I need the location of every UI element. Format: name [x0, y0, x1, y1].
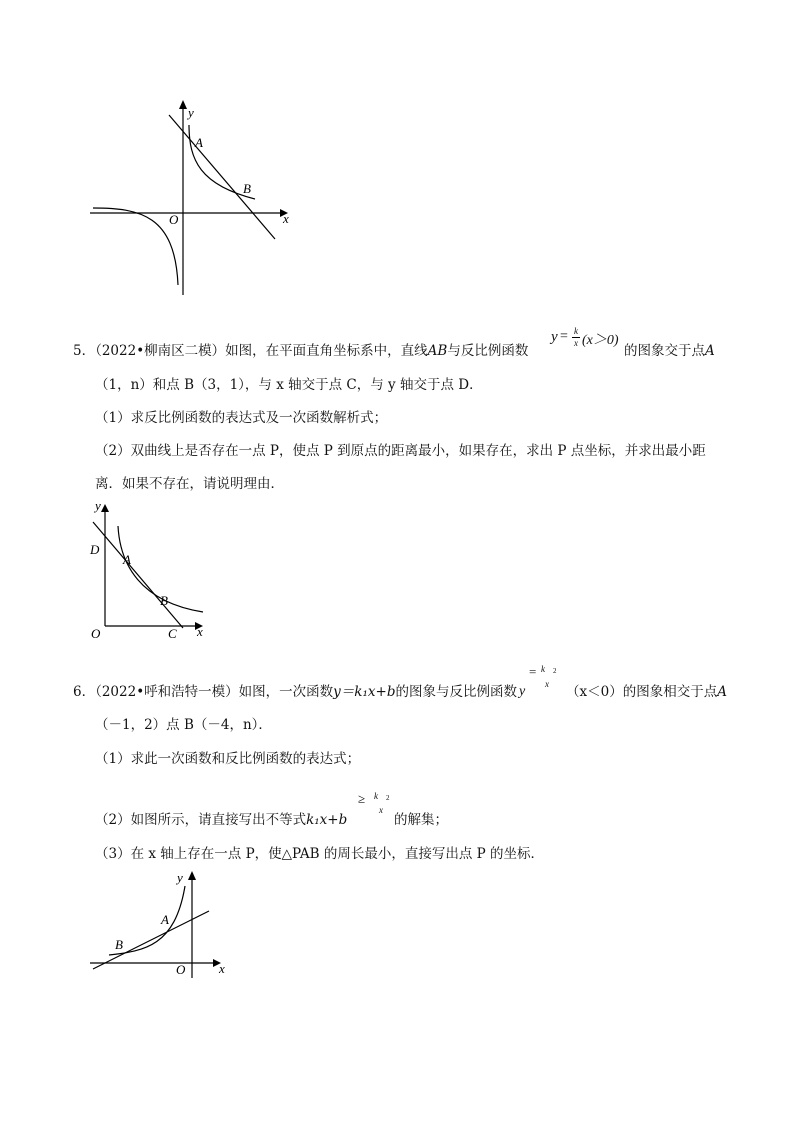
problem-6-question-3: （3）在 x 轴上存在一点 P，使△PAB 的周长最小，直接写出点 P 的坐标．: [95, 846, 545, 862]
problem-6-question-2: （2）如图所示，请直接写出不等式k₁x+b: [95, 812, 348, 828]
problem-5-question-2-line-1: （2）双曲线上是否存在一点 P，使点 P 到原点的距离最小，如果存在，求出 P 点坐标，并求出最小距: [95, 443, 706, 459]
problem-6-line-1: 6．（2022•呼和浩特一模）如图，一次函数y＝k₁x+b的图象与反比例函数: [73, 684, 517, 700]
problem-source: （2022•柳南区二模）: [95, 343, 226, 359]
problem-6-line-2: （－1，2）点 B（－4，n）．: [95, 717, 272, 733]
point-a-label: A: [161, 912, 169, 927]
point-b-label: B: [243, 181, 251, 196]
y-axis-label: y: [177, 870, 183, 885]
problem-5-line-1: 5．（2022•柳南区二模）如图，在平面直角坐标系中，直线AB与反比例函数: [73, 343, 529, 359]
point-a-label: A: [195, 135, 203, 150]
problem-5-question-2-line-2: 离．如果不存在，请说明理由．: [95, 476, 284, 492]
inverse-function-formula: y = k x (x＞0): [551, 326, 619, 348]
problem-6-question-2-end: 的解集；: [394, 812, 448, 828]
point-b-label: B: [160, 593, 168, 608]
figure-1-hyperbola-graph: [85, 95, 305, 305]
origin-label: O: [91, 626, 101, 641]
figure-6-graph: [85, 866, 235, 981]
problem-5-line-1-end: 的图象交于点A: [624, 343, 715, 359]
x-axis-label: x: [283, 211, 289, 226]
origin-label: O: [176, 962, 186, 977]
line-ab: [169, 115, 275, 239]
x-axis-label: x: [219, 961, 225, 976]
problem-number: 6．: [73, 684, 96, 700]
hyperbola-quadrant-3: [93, 208, 178, 285]
point-d-label: D: [90, 542, 100, 557]
point-c-label: C: [168, 626, 177, 641]
problem-5-line-2: （1，n）和点 B（3，1），与 x 轴交于点 C，与 y 轴交于点 D．: [95, 377, 483, 393]
problem-6-question-1: （1）求此一次函数和反比例函数的表达式；: [95, 751, 361, 767]
problem-6-line-1-end: （x＜0）的图象相交于点A: [566, 684, 727, 700]
y-axis-label: y: [188, 105, 194, 120]
line-ab: [93, 522, 183, 628]
point-b-label: B: [115, 937, 123, 952]
y-axis-label: y: [95, 498, 101, 513]
problem-number: 5．: [73, 343, 96, 359]
origin-label: O: [169, 212, 179, 227]
figure-5-graph: [85, 494, 215, 644]
y-axis-arrow: [188, 871, 196, 880]
inequality-formula: ≥ k 2 x: [358, 791, 390, 815]
problem-source: （2022•呼和浩特一模）: [95, 684, 239, 700]
y-axis-arrow: [101, 504, 109, 512]
problem-5-question-1: （1）求反比例函数的表达式及一次函数解析式；: [95, 410, 388, 426]
y-axis-arrow: [179, 100, 187, 109]
point-a-label: A: [123, 552, 131, 567]
x-axis-label: x: [197, 624, 203, 639]
inverse-function-formula: y = k 2 x: [519, 664, 557, 699]
